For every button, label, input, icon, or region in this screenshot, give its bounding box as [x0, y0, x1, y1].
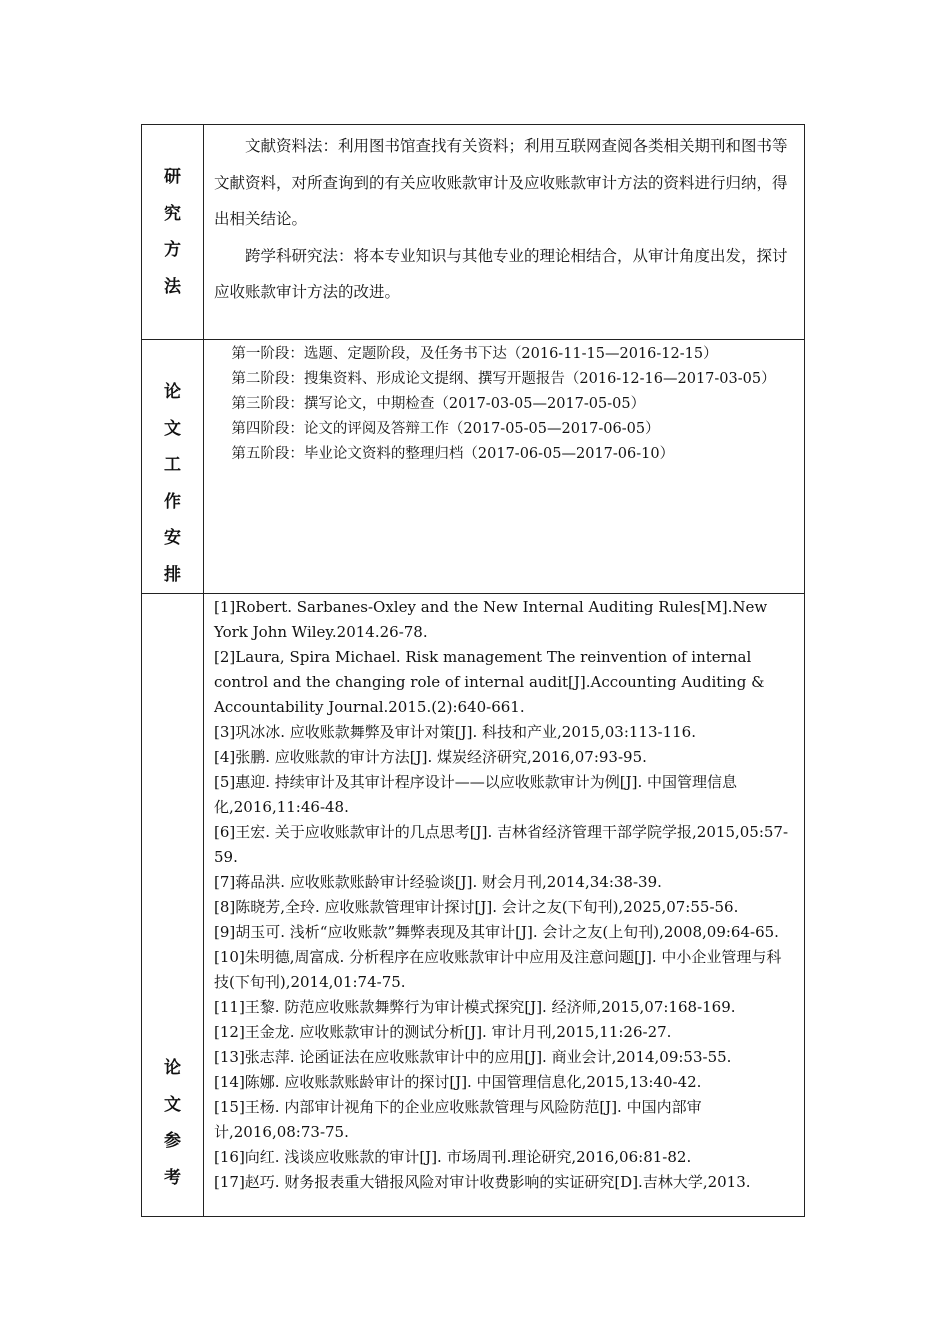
label-char: 参 [164, 1131, 181, 1151]
label-char: 方 [164, 240, 181, 260]
methods-row [142, 125, 805, 340]
references-label-cell [142, 594, 204, 1217]
reference-item: [9]胡玉可. 浅析“应收账款”舞弊表现及其审计[J]. 会计之友(上旬刊),2008,09:64-65. [214, 923, 779, 941]
reference-item: [15]王杨. 内部审计视角下的企业应收账款管理与风险防范[J]. 中国内部审计,2016,08:73-75. [214, 1098, 702, 1141]
methods-content-cell [204, 125, 805, 340]
label-char: 法 [164, 276, 181, 297]
label-char: 研 [164, 167, 181, 187]
label-char: 究 [164, 203, 181, 224]
schedule-body [204, 340, 804, 467]
references-content-cell [204, 594, 805, 1217]
references-row [142, 594, 805, 1217]
schedule-stage: 第五阶段：毕业论文资料的整理归档（2017-06-05—2017-06-10） [231, 446, 675, 462]
methods-body [204, 125, 804, 311]
reference-item: [12]王金龙. 应收账款审计的测试分析[J]. 审计月刊,2015,11:26-27. [214, 1023, 672, 1041]
reference-item: [3]巩冰冰. 应收账款舞弊及审计对策[J]. 科技和产业,2015,03:113-116. [214, 723, 696, 741]
methods-paragraph: 文献资料法：利用图书馆查找有关资料；利用互联网查阅各类相关期刊和图书等文献资料，对所查询到的有关应收账款审计及应收账款审计方法的资料进行归纳，得出相关结论。 [214, 137, 788, 228]
reference-item: [11]王黎. 防范应收账款舞弊行为审计模式探究[J]. 经济师,2015,07:168-169. [214, 998, 736, 1016]
reference-item: [6]王宏. 关于应收账款审计的几点思考[J]. 吉林省经济管理干部学院学报,2015,05:57-59. [214, 823, 789, 866]
label-char: 论 [164, 382, 181, 402]
reference-item: [4]张鹏. 应收账款的审计方法[J]. 煤炭经济研究,2016,07:93-95. [214, 748, 647, 766]
label-char: 考 [164, 1167, 181, 1188]
methods-label [142, 125, 203, 305]
reference-item: [13]张志萍. 论函证法在应收账款审计中的应用[J]. 商业会计,2014,09:53-55. [214, 1048, 732, 1066]
methods-paragraph: 跨学科研究法：将本专业知识与其他专业的理论相结合，从审计角度出发，探讨应收账款审计方法的改进。 [214, 246, 788, 301]
reference-item: [2]Laura, Spira Michael. Risk management The reinvention of internal control and the changing role of internal audit[J].Accounting Auditing & Accountability Journal.2015.(2):640-661. [214, 648, 765, 716]
proposal-table [141, 124, 805, 1217]
reference-item: [5]惠迎. 持续审计及其审计程序设计——以应收账款审计为例[J]. 中国管理信息化,2016,11:46-48. [214, 773, 738, 816]
references-label [142, 594, 203, 1196]
reference-item: [7]蒋品洪. 应收账款账龄审计经验谈[J]. 财会月刊,2014,34:38-39. [214, 873, 662, 891]
schedule-stage: 第四阶段：论文的评阅及答辩工作（2017-05-05—2017-06-05） [231, 421, 660, 437]
label-char: 文 [164, 1094, 181, 1115]
label-char: 作 [164, 491, 181, 512]
schedule-stage: 第三阶段：撰写论文，中期检查（2017-03-05—2017-05-05） [231, 396, 646, 412]
reference-item: [14]陈娜. 应收账款账龄审计的探讨[J]. 中国管理信息化,2015,13:40-42. [214, 1073, 702, 1091]
label-char: 安 [164, 528, 181, 548]
references-list [204, 594, 804, 1195]
label-char: 排 [164, 564, 181, 585]
schedule-stage: 第二阶段：搜集资料、形成论文提纲、撰写开题报告（2016-12-16—2017-03-05） [231, 371, 776, 387]
reference-item: [8]陈晓芳,全玲. 应收账款管理审计探讨[J]. 会计之友(下旬刊),2025,07:55-56. [214, 898, 739, 916]
reference-item: [16]向红. 浅谈应收账款的审计[J]. 市场周刊.理论研究,2016,06:81-82. [214, 1148, 692, 1166]
reference-item: [17]赵巧. 财务报表重大错报风险对审计收费影响的实证研究[D].吉林大学,2013. [214, 1173, 751, 1191]
label-char: 文 [164, 418, 181, 439]
schedule-stage: 第一阶段：选题、定题阶段，及任务书下达（2016-11-15—2016-12-15） [231, 346, 718, 362]
schedule-label [142, 340, 203, 593]
schedule-row [142, 340, 805, 594]
reference-item: [10]朱明德,周富成. 分析程序在应收账款审计中应用及注意问题[J]. 中小企业管理与科技(下旬刊),2014,01:74-75. [214, 948, 782, 991]
methods-label-cell [142, 125, 204, 340]
schedule-content-cell [204, 340, 805, 594]
label-char: 论 [164, 1058, 181, 1078]
reference-item: [1]Robert. Sarbanes-Oxley and the New Internal Auditing Rules[M].New York John Wiley.2014.26-78. [214, 598, 768, 641]
schedule-label-cell [142, 340, 204, 594]
label-char: 工 [164, 455, 181, 475]
